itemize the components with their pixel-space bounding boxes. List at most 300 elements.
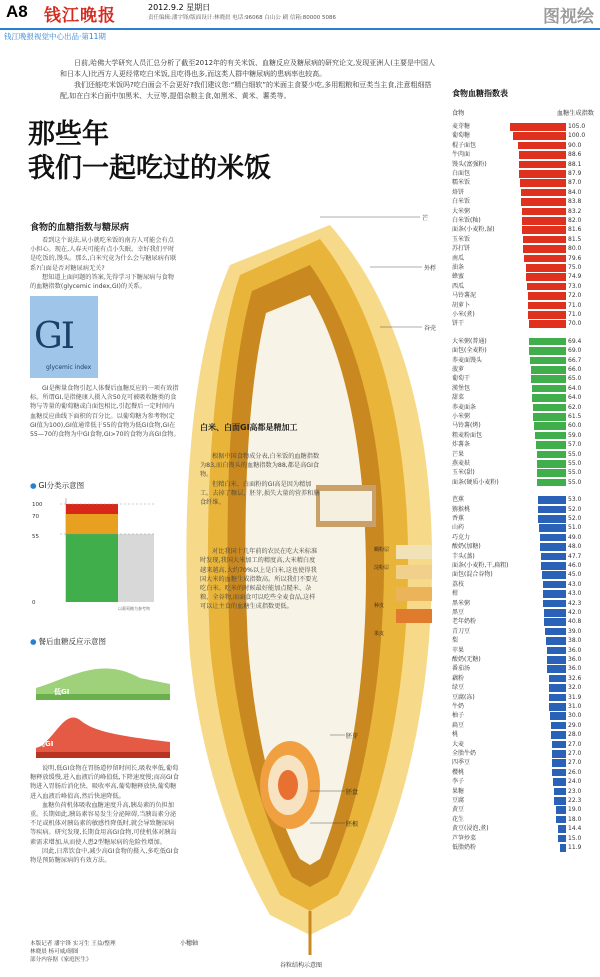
- gi-table-header: [452, 108, 594, 117]
- gi-value: 53.0: [568, 496, 582, 504]
- gi-value: 23.0: [568, 787, 582, 795]
- gi-table-row: [452, 824, 594, 833]
- food-name: 豆腐(冻): [452, 693, 475, 701]
- gi-value: 43.0: [568, 580, 582, 588]
- gi-table-row: [452, 664, 594, 673]
- food-name: 柚子: [452, 712, 465, 720]
- food-name: 棍子面包: [452, 141, 477, 149]
- gi-value: 71.0: [568, 301, 582, 309]
- gi-bar: [528, 311, 566, 319]
- gi-table-row: [452, 523, 594, 532]
- gi-bar: [558, 825, 566, 833]
- gi-bar: [524, 255, 566, 263]
- gi-bar: [551, 731, 566, 739]
- gi-bar: [537, 460, 566, 468]
- gi-logo: GI: [34, 316, 73, 357]
- gi-table-row: [452, 674, 594, 683]
- gi-value: 87.9: [568, 170, 582, 177]
- gi-value: 55.0: [568, 469, 582, 477]
- food-name: 大米粥(普通): [452, 337, 487, 345]
- gi-table-row: [452, 384, 594, 393]
- food-name: 牛奶: [452, 703, 465, 710]
- gi-value: 18.0: [568, 815, 582, 823]
- gi-bar: [551, 722, 566, 730]
- food-name: 玉米饭: [452, 235, 471, 243]
- grain-body: [200, 452, 320, 612]
- gi-bar: [534, 422, 566, 430]
- section2-para-2: 血糖负荷机体吸收血糖速度升高,胰岛素的负担加重。长期如此,胰岛素容易发生分泌障碍,当胰岛素分泌不足或机体对胰岛素的敏感性降低时,就会导致糖尿病等疾病。研究发现,长期食用高GI食物,可使机体对胰岛素需求增加,从而使人患2型糖尿病的危险性增加。: [30, 801, 177, 846]
- gi-value: 60.0: [568, 422, 582, 430]
- gi-mark-55: 55: [32, 534, 39, 540]
- gi-value: 100.0: [568, 132, 586, 140]
- gi-scale-shade: [118, 534, 154, 602]
- food-name: 黑米粥: [452, 599, 471, 607]
- food-name: 南瓜: [452, 254, 465, 262]
- gi-table-row: [452, 627, 594, 636]
- food-name: 葡萄糖: [452, 132, 471, 140]
- gi-value: 42.0: [568, 609, 582, 616]
- issue-date: 2012.9.2 星期日: [148, 3, 211, 12]
- gi-value: 90.0: [568, 141, 582, 149]
- gi-value: 36.0: [568, 665, 582, 673]
- col-gi: 血糖生成指数: [556, 110, 594, 117]
- food-name: 巧克力: [452, 533, 471, 541]
- gi-scale-mid-band: [66, 514, 118, 534]
- gi-table-row: [452, 599, 594, 608]
- food-name: 面条(小麦粉,干,扁粗): [452, 562, 509, 569]
- gi-value: 28.0: [568, 731, 582, 739]
- gi-bar: [531, 366, 566, 374]
- gi-bar: [560, 844, 566, 852]
- gi-bar: [558, 835, 566, 843]
- layer-3: [396, 587, 432, 601]
- food-name: 黄豆: [452, 806, 465, 814]
- gi-scale-high-band: [66, 504, 118, 514]
- layer-4: [396, 609, 432, 623]
- gi-value: 80.0: [568, 245, 582, 253]
- gi-bar: [519, 151, 566, 159]
- section2-para-3: 因此,日常饮食中,减少高GI食物的摄入,多吃低GI食物是预防糖尿病的有效方法。: [30, 847, 179, 865]
- gi-value: 81.5: [568, 235, 582, 243]
- gi-bar: [528, 292, 566, 300]
- food-name: 糯米饭: [452, 179, 471, 187]
- gi-table-row: [452, 796, 594, 805]
- high-gi-base: [36, 752, 170, 758]
- gi-value: 52.0: [568, 515, 582, 522]
- gi-table-row: [452, 721, 594, 730]
- food-name: 炸薯条: [452, 441, 471, 449]
- page-number: A8: [6, 2, 28, 21]
- gi-table-row: [452, 291, 594, 300]
- gi-value: 62.0: [568, 403, 582, 411]
- gi-table-row: [452, 570, 594, 579]
- gi-value: 31.0: [568, 703, 582, 710]
- food-name: 山药: [452, 524, 465, 532]
- bran-block-inner: [320, 491, 372, 521]
- food-name: 大米粥: [452, 207, 471, 215]
- gi-value: 64.0: [568, 384, 582, 392]
- gi-bar: [554, 797, 566, 805]
- gi-bar: [549, 703, 566, 711]
- gi-bar: [537, 451, 566, 459]
- gi-value: 57.0: [568, 441, 582, 449]
- gi-bar: [531, 375, 566, 383]
- food-name: 酸奶(无糖): [452, 656, 481, 663]
- grain-caption: 谷粒结构示意图: [280, 962, 323, 969]
- food-name: 李子: [452, 778, 465, 786]
- embryo-core: [278, 770, 298, 800]
- label-husk: 谷壳: [424, 325, 437, 332]
- food-name: 面条(硬质小麦粉): [452, 478, 499, 486]
- gi-value: 29.0: [568, 721, 582, 729]
- gi-scale-caption: 以葡萄糖为参考物: [118, 606, 150, 611]
- section2-body: [30, 764, 180, 865]
- gi-table-row: [452, 272, 594, 281]
- gi-table-row: [452, 468, 594, 477]
- gi-table-row: [452, 365, 594, 374]
- gi-mark-100: 100: [32, 502, 43, 508]
- gi-table-row: [452, 122, 594, 131]
- layer-1: [396, 545, 432, 559]
- gi-value: 49.0: [568, 533, 582, 541]
- gi-bar: [552, 750, 566, 758]
- section1-body: [30, 236, 180, 291]
- low-gi-label: 低GI: [54, 688, 70, 696]
- gi-value: 55.0: [568, 460, 582, 467]
- food-name: 菠萝: [452, 366, 465, 373]
- gi-table-row: [452, 216, 594, 225]
- gi-value: 36.0: [568, 656, 582, 663]
- gi-bar: [553, 778, 566, 786]
- gi-bar: [519, 161, 566, 169]
- gi-bar: [547, 656, 566, 664]
- gi-bar: [530, 357, 566, 365]
- gi-table-row: [452, 301, 594, 310]
- food-name: 苏打饼: [452, 245, 471, 253]
- food-name: 芋头(蒸): [452, 552, 475, 560]
- food-name: 小米粥: [452, 413, 471, 420]
- gi-mark-0: 0: [32, 600, 36, 606]
- food-name: 甜菜: [452, 394, 465, 402]
- gi-bar: [521, 198, 566, 206]
- newspaper-name: 钱江晚报: [44, 6, 116, 26]
- food-name: 樱桃: [452, 768, 465, 776]
- gi-table-row: [452, 542, 594, 551]
- section1-para-1: 看到这个说法,从小就吃米饭的南方人可能会有点小担心。现在,人春天可能有点小失眠。幸好我们平时是吃饭的,馒头。那么,白米究竟为什么会与糖尿病有联系?白面是否对糖尿病无关?: [30, 237, 177, 272]
- gi-table-row: [452, 282, 594, 291]
- food-name: 白米饭: [452, 198, 471, 206]
- gi-bar: [522, 226, 566, 234]
- gi-value: 27.0: [568, 740, 582, 748]
- gi-table-row: [452, 580, 594, 589]
- gi-bar: [533, 413, 566, 421]
- gi-value: 81.6: [568, 226, 582, 234]
- gi-bar: [529, 347, 566, 355]
- food-name: 低脂奶粉: [452, 844, 477, 851]
- food-name: 荔枝: [452, 580, 465, 588]
- gi-value: 26.0: [568, 768, 582, 776]
- food-name: 藕粉: [452, 674, 465, 682]
- gi-value: 83.8: [568, 198, 582, 206]
- gi-bar: [552, 769, 566, 777]
- gi-value: 32.6: [568, 674, 582, 682]
- gi-table-row: [452, 319, 594, 328]
- section2-para-1: 说明,低GI食物在胃肠道停留时间长,吸收率低,葡萄糖释放缓慢,进入血液后的峰值低,下降速度慢;而高GI食物进入胃肠后消化快、吸收率高,葡萄糖释放快,葡萄糖进入血液后峰值高,然后快速降低。: [30, 765, 179, 800]
- food-name: 酸奶(加糖): [452, 543, 481, 551]
- gi-table-row: [452, 131, 594, 140]
- gi-bar: [532, 385, 566, 393]
- gi-value: 32.0: [568, 684, 582, 692]
- food-name: 牛肉面: [452, 151, 471, 159]
- food-name: 粗麦粉面包: [452, 431, 483, 439]
- food-name: 大麦: [452, 740, 465, 748]
- section-tag: 图视绘: [492, 2, 600, 26]
- intro-para-2: 我们还能吃米饭吗?吃白面会不会更好?我们建议您:“精白细软”的米面主食要少吃,多用粗粮和豆类当主食,注意粗细搭配,如在白米白面中加黑米、大豆等,提倡杂粮主食,如黑米、黄米、薯类等。: [60, 81, 432, 100]
- gi-bar: [521, 189, 566, 197]
- gi-value: 40.8: [568, 618, 582, 626]
- label-pericarp: 果皮: [374, 631, 385, 637]
- gi-value: 69.4: [568, 337, 582, 345]
- food-name: 黄豆(浸泡,煮): [452, 825, 489, 833]
- food-name: 梨: [452, 637, 459, 645]
- gi-bar: [544, 609, 566, 617]
- gi-table-row: [452, 403, 594, 412]
- label-rachilla: 小穗轴: [180, 940, 199, 947]
- gi-bar: [545, 628, 566, 636]
- gi-bar: [541, 562, 566, 570]
- gi-value: 14.4: [568, 825, 582, 833]
- gi-table-row: [452, 561, 594, 570]
- gi-bar: [552, 741, 566, 749]
- gi-table-row: [452, 655, 594, 664]
- gi-bar: [554, 788, 566, 796]
- high-gi-label: 高GI: [38, 740, 54, 748]
- gi-table-row: [452, 768, 594, 777]
- gi-table-row: [452, 374, 594, 383]
- gi-table-row: [452, 777, 594, 786]
- gi-bar: [538, 506, 566, 514]
- intro: [60, 58, 440, 102]
- gi-bar: [546, 637, 566, 645]
- gi-bar: [529, 320, 566, 328]
- food-name: 烙饼: [452, 188, 465, 196]
- gi-bar: [513, 132, 566, 140]
- gi-table-row: [452, 160, 594, 169]
- response-heading: ● 餐后血糖反应示意图: [30, 636, 106, 647]
- gi-table-row: [452, 440, 594, 449]
- food-name: 饼干: [452, 320, 465, 328]
- grain-para-3: 对比我国十几年前的农民在吃大米标准时发现,我国大米加工的精度高,大米精白度越来越高,大约70%以上是白米,这也使得我国大米的血糖生成指数高。所以我们不要光吃白米。吃米的时候最好能加点糙米、杂粮、全谷物,而面食可以吃些全麦食品,这样可以让主食的血糖生成指数更低。: [200, 548, 318, 611]
- gi-bar: [522, 217, 566, 225]
- gi-bar: [537, 469, 566, 477]
- gi-value: 70.0: [568, 320, 582, 328]
- gi-bar: [526, 264, 566, 272]
- gi-value: 88.6: [568, 151, 582, 159]
- gi-bar: [552, 759, 566, 767]
- gi-bar: [518, 142, 566, 150]
- label-radicle: 胚根: [346, 821, 359, 828]
- gi-value: 19.0: [568, 806, 582, 814]
- headline-line-2: 我们一起吃过的米饭: [28, 153, 271, 184]
- gi-value: 47.7: [568, 552, 582, 560]
- gi-bar: [536, 441, 566, 449]
- food-name: 黑豆: [452, 609, 465, 616]
- gi-value: 69.0: [568, 347, 582, 355]
- food-name: 苹果: [452, 646, 465, 654]
- gi-table-row: [452, 514, 594, 523]
- credit-1: 本版记者 潘宇锋 实习生 王益/整理: [30, 941, 116, 947]
- gi-value: 66.7: [568, 356, 582, 364]
- gi-table-row: [452, 815, 594, 824]
- section-heading: 食物的血糖指数与糖尿病: [30, 223, 130, 233]
- gi-definition: GI是衡量食物引起人体餐后血糖反应的一项有效指标。所谓GI,是指健康人摄入含50克可被吸收糖类的食物与等量的葡萄糖或白面包相比,引起餐后一定时间内血糖反应曲线下面积的百分比。以葡萄糖为参考物(定GI值为100),GI值通常低于55的食物为低GI食物,GI在55—70的食物为中GI食物,GI>70的食物为高GI食物。: [30, 385, 180, 439]
- gi-table-row: [452, 337, 594, 346]
- gi-bar: [520, 179, 566, 187]
- food-name: 漢堡包: [452, 384, 471, 392]
- gi-table-row: [452, 834, 594, 843]
- food-name: 荞麦面条: [452, 403, 477, 411]
- food-name: 芭蕉: [452, 496, 465, 504]
- response-diagram: [30, 648, 180, 760]
- gi-bar: [542, 571, 566, 579]
- gi-bar: [540, 534, 566, 542]
- gi-value: 82.0: [568, 217, 582, 224]
- high-gi-curve: [36, 717, 170, 752]
- gi-definition-block: [30, 384, 180, 439]
- gi-value: 64.0: [568, 394, 582, 402]
- gi-table-row: [452, 150, 594, 159]
- gi-bar: [538, 515, 566, 523]
- gi-bar: [543, 600, 566, 608]
- gi-value: 36.0: [568, 646, 582, 654]
- food-name: 香蕉: [452, 515, 465, 522]
- gi-bar: [523, 245, 566, 253]
- gi-bar: [543, 590, 566, 598]
- food-name: 花生: [452, 815, 465, 823]
- food-name: 桃: [452, 731, 459, 739]
- gi-table-row: [452, 393, 594, 402]
- layer-2: [396, 565, 432, 579]
- headline: [28, 118, 271, 186]
- gi-bar: [537, 479, 566, 487]
- gi-table-row: [452, 310, 594, 319]
- gi-table-row: [452, 495, 594, 504]
- gi-value: 88.1: [568, 160, 582, 168]
- gi-bar: [549, 694, 566, 702]
- sub-header: 钱江晚报视觉中心出品·第11期: [4, 32, 106, 41]
- gi-bar: [528, 302, 566, 310]
- food-name: 果糖: [452, 787, 465, 795]
- food-name: 白面包: [452, 170, 471, 177]
- food-name: 面包(混合谷物): [452, 571, 493, 579]
- gi-table-row: [452, 702, 594, 711]
- gi-value: 27.0: [568, 759, 582, 767]
- gi-table-row: [452, 412, 594, 421]
- intro-para-1: 日前,哈佛大学研究人员汇总分析了截至2012年的有关米饭、血糖反应及糖尿病的研究论文,发现亚洲人(主要是中国人和日本人)比西方人更经常吃白米饭,且吃得也多,而这类人群中糖尿病的患病率也较高。: [60, 59, 435, 78]
- gi-table-row: [452, 711, 594, 720]
- food-name: 西瓜: [452, 282, 465, 290]
- food-name: 面包(全麦粉): [452, 347, 487, 355]
- headline-line-1: 那些年: [28, 119, 109, 150]
- gi-table-row: [452, 608, 594, 617]
- gi-table-row: [452, 169, 594, 178]
- food-name: 番茄汤: [452, 665, 471, 673]
- gi-value: 27.0: [568, 750, 582, 757]
- gi-table-row: [452, 693, 594, 702]
- gi-value: 48.0: [568, 543, 582, 551]
- gi-bar: [532, 394, 566, 402]
- gi-value: 31.9: [568, 693, 582, 701]
- gi-table-row: [452, 505, 594, 514]
- food-name: 玉米(甜): [452, 469, 475, 477]
- gi-table-row: [452, 740, 594, 749]
- gi-table-row: [452, 197, 594, 206]
- gi-bar: [549, 684, 566, 692]
- gi-value: 66.0: [568, 366, 582, 373]
- gi-value: 55.0: [568, 478, 582, 486]
- label-starch: 淀粉层: [374, 565, 390, 571]
- credits: [30, 940, 116, 964]
- gi-value: 15.0: [568, 834, 582, 842]
- label-scutellum: 胚盘: [346, 789, 359, 796]
- gi-scale-low-band: [66, 534, 118, 602]
- gi-mark-70: 70: [32, 514, 39, 520]
- gi-table-row: [452, 646, 594, 655]
- gi-bar: [510, 123, 566, 131]
- gi-value: 38.0: [568, 637, 582, 645]
- gi-table-row: [452, 843, 594, 852]
- gi-value: 87.0: [568, 179, 582, 187]
- food-name: 油条: [452, 264, 465, 271]
- grain-para-1: 根据中国食物成分表,白米饭的血糖指数为83,而白馒头的血糖指数为88,都是高GI食物。: [200, 453, 320, 479]
- gi-table-title: 食物血糖指数表: [452, 89, 508, 98]
- gi-value: 43.0: [568, 590, 582, 598]
- gi-value: 22.3: [568, 797, 582, 804]
- gi-value: 42.3: [568, 599, 582, 607]
- gi-table-row: [452, 450, 594, 459]
- gi-bar: [523, 236, 566, 244]
- gi-table-row: [452, 730, 594, 739]
- gi-value: 30.0: [568, 712, 582, 720]
- gi-table-row: [452, 421, 594, 430]
- gi-value: 45.0: [568, 571, 582, 579]
- food-name: 柑: [452, 590, 459, 598]
- gi-bar: [527, 283, 566, 291]
- grain-para-2: 但精白米、白面粉的GI高是因为精加工。去掉了糠层、胚芽,损失大量的营养和膳食纤维。: [200, 480, 320, 507]
- food-name: 燕麦麸: [452, 460, 471, 467]
- credit-3: 部分内容据《家庭医生》: [30, 957, 92, 963]
- gi-table-row: [452, 254, 594, 263]
- gi-bar: [544, 618, 566, 626]
- credit-2: 林晓晨 杨可威/制图: [30, 949, 79, 955]
- gi-scale-diagram: [30, 490, 180, 620]
- gi-table-row: [452, 244, 594, 253]
- gi-table-row: [452, 478, 594, 487]
- gi-bar: [533, 404, 566, 412]
- gi-table-row: [452, 617, 594, 626]
- food-name: 四季豆: [452, 759, 471, 767]
- gi-bar: [535, 432, 566, 440]
- food-name: 老年奶粉: [452, 618, 477, 626]
- gi-bar: [556, 806, 566, 814]
- gi-table-row: [452, 589, 594, 598]
- food-name: 荞麦面馒头: [452, 356, 483, 364]
- gi-logo-subtitle: glycemic index: [46, 364, 92, 371]
- food-name: 芦笋炒菜: [452, 834, 477, 842]
- gi-table-row: [452, 459, 594, 468]
- gi-table-row: [452, 225, 594, 234]
- gi-table-row: [452, 346, 594, 355]
